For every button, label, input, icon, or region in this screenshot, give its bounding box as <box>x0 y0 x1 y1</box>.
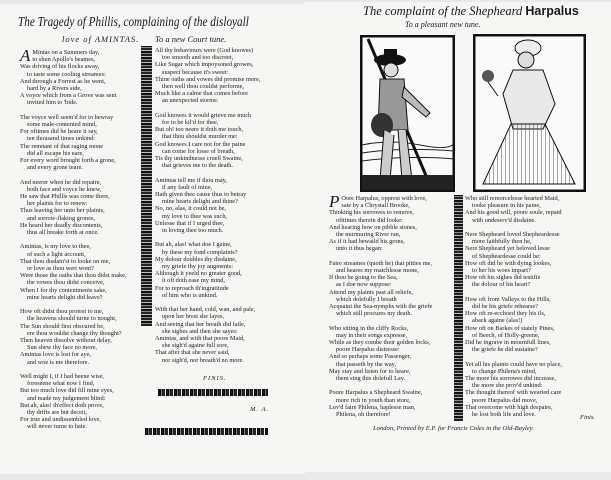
verse-line: Tis thy unkindnesse cruell Swaine, <box>155 155 243 163</box>
verse-line: That overcome with high despaire, <box>465 403 553 411</box>
verse-line: The more his sorrowes did increase, <box>465 375 556 383</box>
verse-line: But too much love did fill mine eyes, <box>20 387 114 395</box>
right-column-1 <box>329 192 433 425</box>
verse-line: or love as thou wert wont? <box>27 265 94 273</box>
verse-line: an unexpected storme. <box>162 97 219 105</box>
verse-line: Amintas love is lost for aye, <box>20 351 92 359</box>
left-column-2 <box>155 47 260 371</box>
verse-line: Attend my plaints past all reliefe, <box>329 288 413 296</box>
verse-line: With that her hand, cold, wan, and pale, <box>155 306 256 314</box>
verse-line: Philena, oh therefore! <box>336 411 391 419</box>
verse-line: that thou shouldst murder me: <box>162 133 238 141</box>
right-ballad-sheet <box>305 2 611 472</box>
verse-line: How oft didst thou protest to me, <box>20 308 104 316</box>
verse-line: While as they combe their golden locks, <box>329 339 431 347</box>
verse-line: she sigh'd againe full sore, <box>162 342 229 350</box>
verse-line: as I doe now suppose: <box>336 281 392 289</box>
verse-line: Well might I, if I had beene wise, <box>20 373 104 381</box>
stanza <box>465 361 562 419</box>
verse-line: How oft did he with dying lookes, <box>465 259 552 267</box>
verse-line: her plaints for to renew: <box>27 200 88 208</box>
verse-line: And hearing how on pibble stones, <box>329 223 417 231</box>
verse-line: can come for losse of breath, <box>162 147 235 155</box>
ornament-row <box>145 428 268 435</box>
stanza <box>20 46 127 107</box>
verse-line: did he his griefe rehearse? <box>472 303 539 311</box>
verse-line: and made my judgement blind: <box>27 394 106 402</box>
verse-line: thy drifts are but deceit, <box>27 409 87 417</box>
verse-line: ten thousand times unkind: <box>27 135 96 143</box>
verse-line: He heard her deadly discontents, <box>20 221 103 229</box>
verse-line: Oore Harpalus, opprest with love, <box>341 195 427 202</box>
ornament-border <box>454 195 463 421</box>
left-ballad-subtitle: love of AMINTAS. <box>62 34 140 44</box>
verse-line: if any fault of mine, <box>162 183 213 191</box>
stanza <box>155 241 260 299</box>
verse-line: too smooth and too discreet, <box>162 54 234 62</box>
verse-line: The Sun should first obscured be, <box>20 322 105 330</box>
verse-line: my love to thee was such, <box>162 212 228 220</box>
verse-line: he lost both life and love. <box>472 411 537 419</box>
shepherdess-woodcut <box>473 34 586 192</box>
verse-line: by these my fond complaints? <box>162 248 238 256</box>
stanza <box>465 231 562 289</box>
verse-line: ere thou wouldst change thy thought? <box>27 329 122 337</box>
verse-line: them sing this dolefull Lay. <box>336 375 406 383</box>
verse-line: That thou disdain'st to looke on me, <box>20 257 111 265</box>
verse-line: to shun Apollo's beames, <box>32 56 96 64</box>
verse-line: the dolour of his heart? <box>472 281 531 289</box>
verse-line: ofttimes therein did looke: <box>336 216 403 224</box>
left-ballad-tune: To a new Court tune. <box>155 34 227 44</box>
verse-line: Who sitting in the cliffy Rocks, <box>329 324 409 332</box>
verse-line: God knowes I care not for the paine <box>155 140 246 148</box>
verse-line: upon her brest she layes, <box>162 313 225 321</box>
verse-line: which still procures my death. <box>336 310 413 318</box>
verse-line: that passeth by the way, <box>336 360 396 368</box>
verse-line: As if it had bewaild his grons, <box>329 238 405 246</box>
verse-line: Nere Shepheard yet beloved lesse <box>465 245 550 253</box>
verse-line: Although it yeeld no greater good, <box>155 270 242 278</box>
verse-line: foreseene what now I find, <box>27 380 95 388</box>
verse-line: May stay and listen for to heare, <box>329 367 411 375</box>
verse-line: Amintas, is my love to thee, <box>20 243 91 251</box>
verse-line: sate by a Chrystall Brooke, <box>341 202 410 210</box>
drop-cap: A <box>20 46 31 65</box>
verse-line: Like Sugar which impoysoned growes, <box>155 61 254 69</box>
verse-line: poore Harpalus did move, <box>472 396 538 404</box>
left-initials: M. A. <box>250 406 270 413</box>
stanza <box>20 373 127 431</box>
verse-line: for to be kil'd for thee, <box>162 119 219 127</box>
verse-line: No, no, alas, it could not be, <box>155 205 227 213</box>
verse-line: the more she prov'd unkind: <box>472 382 543 390</box>
verse-line: Unlesse that if I urged thee, <box>155 219 225 227</box>
verse-line: All thy behaviours were (God knowes) <box>155 47 254 54</box>
verse-line: The remnant of that raging mone <box>20 142 104 150</box>
ornament-row <box>158 389 268 396</box>
verse-line: did all escape his eare, <box>27 149 84 157</box>
verse-line: Was driving of his flocks away, <box>20 63 100 71</box>
left-column-1 <box>20 46 127 438</box>
verse-line: Then heaven dissolve without delay, <box>20 337 112 345</box>
verse-line: of Beech, of Holly-greene, <box>472 331 540 339</box>
verse-line: both face and voyce he knew, <box>27 185 102 193</box>
stanza <box>329 192 432 253</box>
verse-line: And through a Forrest as he went, <box>20 77 106 85</box>
verse-line: A voyce which from a Grove was sent <box>20 92 117 100</box>
verse-line: more faithfully then he, <box>472 238 532 246</box>
verse-line: of such a light account, <box>27 250 86 258</box>
verse-line: For to reproach th'ingratitude <box>155 284 229 292</box>
verse-line: which dolefully I breath <box>336 295 397 303</box>
verse-line: aback againe (alas!) <box>472 317 523 325</box>
right-column-2 <box>465 195 562 425</box>
verse-line: to taste some cooling streames: <box>27 70 106 78</box>
stanza <box>329 325 432 383</box>
verse-line: That after that she never said, <box>155 349 230 357</box>
verse-line: mine hearts delight and thine? <box>162 198 238 206</box>
verse-line: mine hearts delight did leave? <box>27 293 103 301</box>
verse-line: But ah, alas! th'effect doth prove, <box>20 401 104 409</box>
verse-line: she sighes and then she sayes: <box>162 327 238 335</box>
verse-line: Faire streames (quoth he) that pitties me, <box>329 259 432 267</box>
verse-line: hard by a Rivers side, <box>27 85 82 93</box>
verse-line: that grieves me to the death. <box>162 162 233 170</box>
verse-line: my griefe thy joy augments: <box>162 263 233 271</box>
verse-line: in loving thee too much. <box>162 227 224 235</box>
verse-line: of him who is unkind. <box>162 291 218 299</box>
verse-line: and woe is me therefore. <box>27 358 90 366</box>
verse-line: How oft re-ecchoed they his ils, <box>465 310 546 318</box>
right-ballad-tune: To a pleasant new tune. <box>405 20 481 29</box>
stanza <box>155 306 260 364</box>
verse-line: How oft his sighes did testifie <box>465 274 541 282</box>
verse-line: Amintas tell me if thou may, <box>155 176 227 184</box>
verse-line: The thought thereof with wearied care <box>465 389 562 397</box>
shepherd-woodcut <box>360 35 455 192</box>
verse-line: Nere Shepheard loved Shepheardesse <box>465 231 560 238</box>
stanza <box>20 308 127 366</box>
verse-line: Sun shew thy face no more, <box>27 344 97 352</box>
verse-line: And so perhaps some Passenger, <box>329 353 412 361</box>
verse-line: will never turne to hate. <box>27 423 87 431</box>
verse-line: Yet all his plaints could have no place, <box>465 360 562 368</box>
verse-line: then well thou couldst performe, <box>162 83 245 91</box>
verse-line: and sorrow-flaking grones, <box>27 214 96 222</box>
verse-line: invited him to 'bide. <box>27 99 78 107</box>
verse-line: But ah, alas! what doe I gaine, <box>155 241 232 249</box>
stanza <box>155 177 260 235</box>
verse-line: He saw that Phillis was come there, <box>20 193 110 201</box>
verse-line: How oft on Barkes of stately Pines, <box>465 324 555 332</box>
stanza <box>155 112 260 170</box>
verse-line: For true and undissembled love, <box>20 416 101 424</box>
verse-line: Lov'd faire Philena, haplesse man, <box>329 403 416 411</box>
drop-cap: P <box>329 192 340 211</box>
stanza <box>329 389 432 418</box>
imprint: London, Printed by E.P. for Francis Coles in the Old-Bayley. <box>373 425 534 432</box>
verse-line: tooke pleasure in his paine, <box>472 202 541 210</box>
verse-line: Poore Harpalus a Shepheard Swaine, <box>329 389 423 397</box>
stanza <box>20 179 127 237</box>
left-finis: FINIS. <box>203 375 227 382</box>
verse-line: Amintas, and with that poore Maid, <box>155 335 245 343</box>
verse-line: thus all breake forth at once. <box>27 229 99 237</box>
verse-line: If thou be going to the Sea, <box>329 274 398 282</box>
stanza <box>329 260 432 318</box>
right-ballad-title <box>363 4 579 19</box>
verse-line: Hath given thee cause thus to betray <box>155 191 247 199</box>
stanza <box>465 195 562 224</box>
stanza <box>155 47 260 105</box>
verse-line: poore Harpalus distresse: <box>336 346 400 354</box>
verse-line: some male-contented mind, <box>27 121 97 129</box>
verse-line: For every word brought forth a grone, <box>20 157 116 165</box>
verse-line: and heares my matchlesse mone, <box>336 267 419 275</box>
verse-line: Did he ingrave in mournfull lines, <box>465 339 551 347</box>
verse-line: more rich in youth than store, <box>336 396 411 404</box>
stanza <box>20 114 127 172</box>
verse-line: Were those the oaths that thou didst make, <box>20 272 127 280</box>
verse-line: How oft from Valleys to the Hills, <box>465 295 551 303</box>
left-ballad-sheet <box>0 4 305 474</box>
verse-line: When I for thy contentments sake, <box>20 286 107 294</box>
verse-line: nor sigh'd, nor breath'd no more. <box>162 356 244 364</box>
verse-line: and every grone teare. <box>27 164 83 172</box>
verse-line: Thinking his sorrowes to remove, <box>329 209 414 217</box>
verse-line: And neerer when he did repaire, <box>20 178 102 186</box>
verse-line: the heavens should turne to nought, <box>27 315 117 323</box>
verse-line: suspect because it's sweet: <box>162 68 229 76</box>
verse-line: God knowes it would grieve me much <box>155 111 252 119</box>
title-bold-name: Harpalus <box>525 4 579 18</box>
verse-line: Thine oaths and vowes did promise more, <box>155 75 261 83</box>
verse-line: But oh! too neere it doth me touch, <box>155 126 244 134</box>
stanza <box>20 243 127 301</box>
left-ballad-title: The Tragedy of Phillis, complaining of the disloyall <box>18 15 249 30</box>
verse-line: unto it thus began: <box>336 245 383 253</box>
verse-line: Acquaint the Sea-nymphs with the griefe <box>329 303 433 311</box>
verse-line: it oft doth ease my mind, <box>162 277 225 285</box>
verse-line: The voyce well seem'd for to bewray <box>20 113 114 121</box>
verse-line: And his good will, poore soule, repaid <box>465 209 562 217</box>
verse-line: of Shepheardesse could be: <box>472 252 541 260</box>
verse-line: Thus leaving her unto her plaints, <box>20 207 105 215</box>
verse-line: with undeserv'd disdaine. <box>472 216 536 224</box>
verse-line: to change Philena's mind, <box>472 367 537 375</box>
title-text: The complaint of the Shepheard <box>363 4 523 18</box>
verse-line: the griefe he did sustaine? <box>472 346 538 354</box>
verse-line: the murmuring River ran, <box>336 231 401 239</box>
verse-line: For oftimes did he heare it say, <box>20 128 98 136</box>
right-finis: Finis. <box>580 414 595 421</box>
verse-line: My dolour doubles thy disdaine, <box>155 255 237 263</box>
verse-line: to her his woes impart? <box>472 267 531 275</box>
verse-line: And seeing that her breath did faile, <box>155 320 246 328</box>
ornament-border <box>141 46 152 326</box>
verse-line: Much like a calme that comes before <box>155 90 249 98</box>
stanza <box>465 296 562 354</box>
verse-line: may in their songs expresse, <box>336 331 408 339</box>
verse-line: Who still remorcelesse hearted Maid, <box>465 195 560 202</box>
verse-line: the vowes thou didst conceive, <box>27 279 105 287</box>
verse-line: Mintas on a Summers day, <box>32 49 100 56</box>
